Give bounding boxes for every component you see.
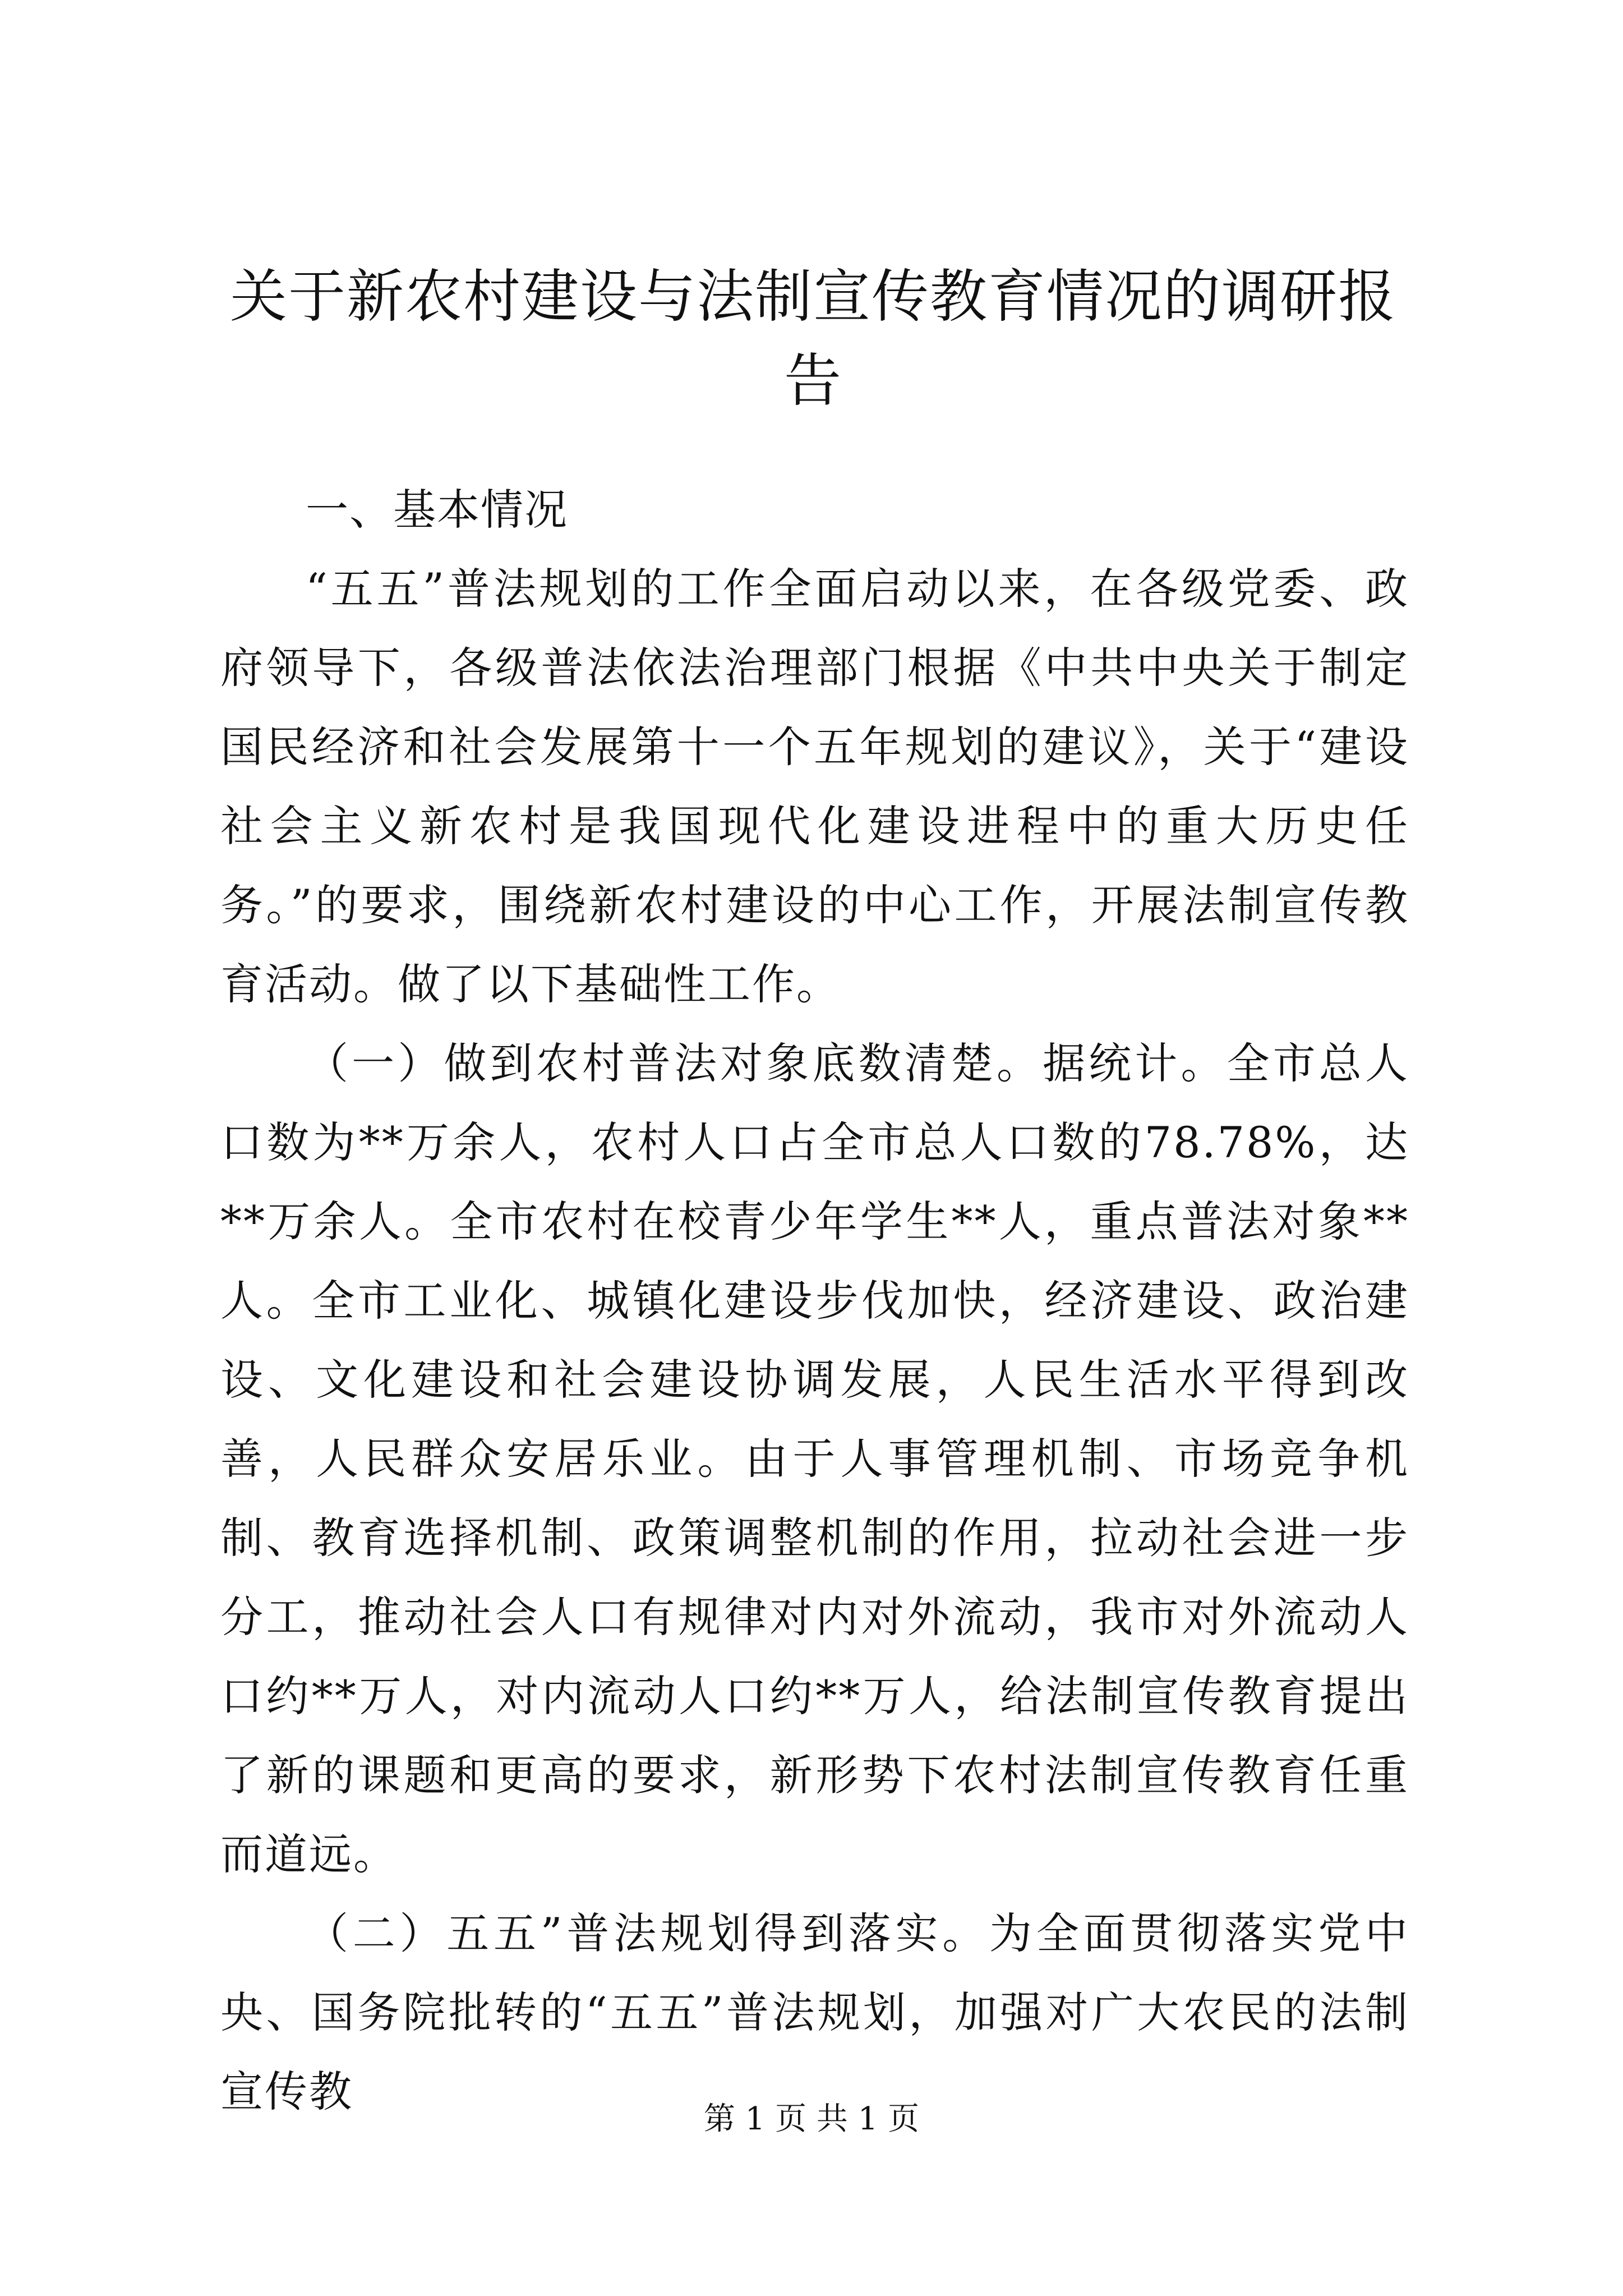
paragraph-intro: “五五”普法规划的工作全面启动以来，在各级党委、政府领导下，各级普法依法治理部门根据《中共中央关于制定国民经济和社会发展第十一个五年规划的建议》，关于“建设社会主义新农村是我国现代化建设进程中的重大历史任务。”的要求，围绕新农村建设的中心工作，开展法制宣传教育活动。做了以下基础性工作。 bbox=[220, 564, 1409, 1009]
paragraph-item-2: （二）五五”普法规划得到落实。为全面贯彻落实党中央、国务院批转的“五五”普法规划，加强对广大农民的法制宣传教 bbox=[220, 1908, 1409, 2116]
document-body bbox=[220, 470, 1409, 2131]
paragraph-item-1: （一）做到农村普法对象底数清楚。据统计。全市总人口数为**万余人，农村人口占全市总人口数的78.78%，达**万余人。全市农村在校青少年学生**人，重点普法对象**人。全市工业化、城镇化建设步伐加快，经济建设、政治建设、文化建设和社会建设协调发展，人民生活水平得到改善，人民群众安居乐业。由于人事管理机制、市场竞争机制、教育选择机制、政策调整机制的作用，拉动社会进一步分工，推动社会人口有规律对内对外流动，我市对外流动人口约**万人，对内流动人口约**万人，给法制宣传教育提出了新的课题和更高的要求，新形势下农村法制宣传教育任重而道远。 bbox=[220, 1038, 1409, 1879]
document-title: 关于新农村建设与法制宣传教育情况的调研报告 bbox=[230, 264, 1396, 415]
page-footer: 第 1 页 共 1 页 bbox=[703, 2101, 920, 2137]
section-heading-basic-situation: 一、基本情况 bbox=[306, 485, 568, 535]
